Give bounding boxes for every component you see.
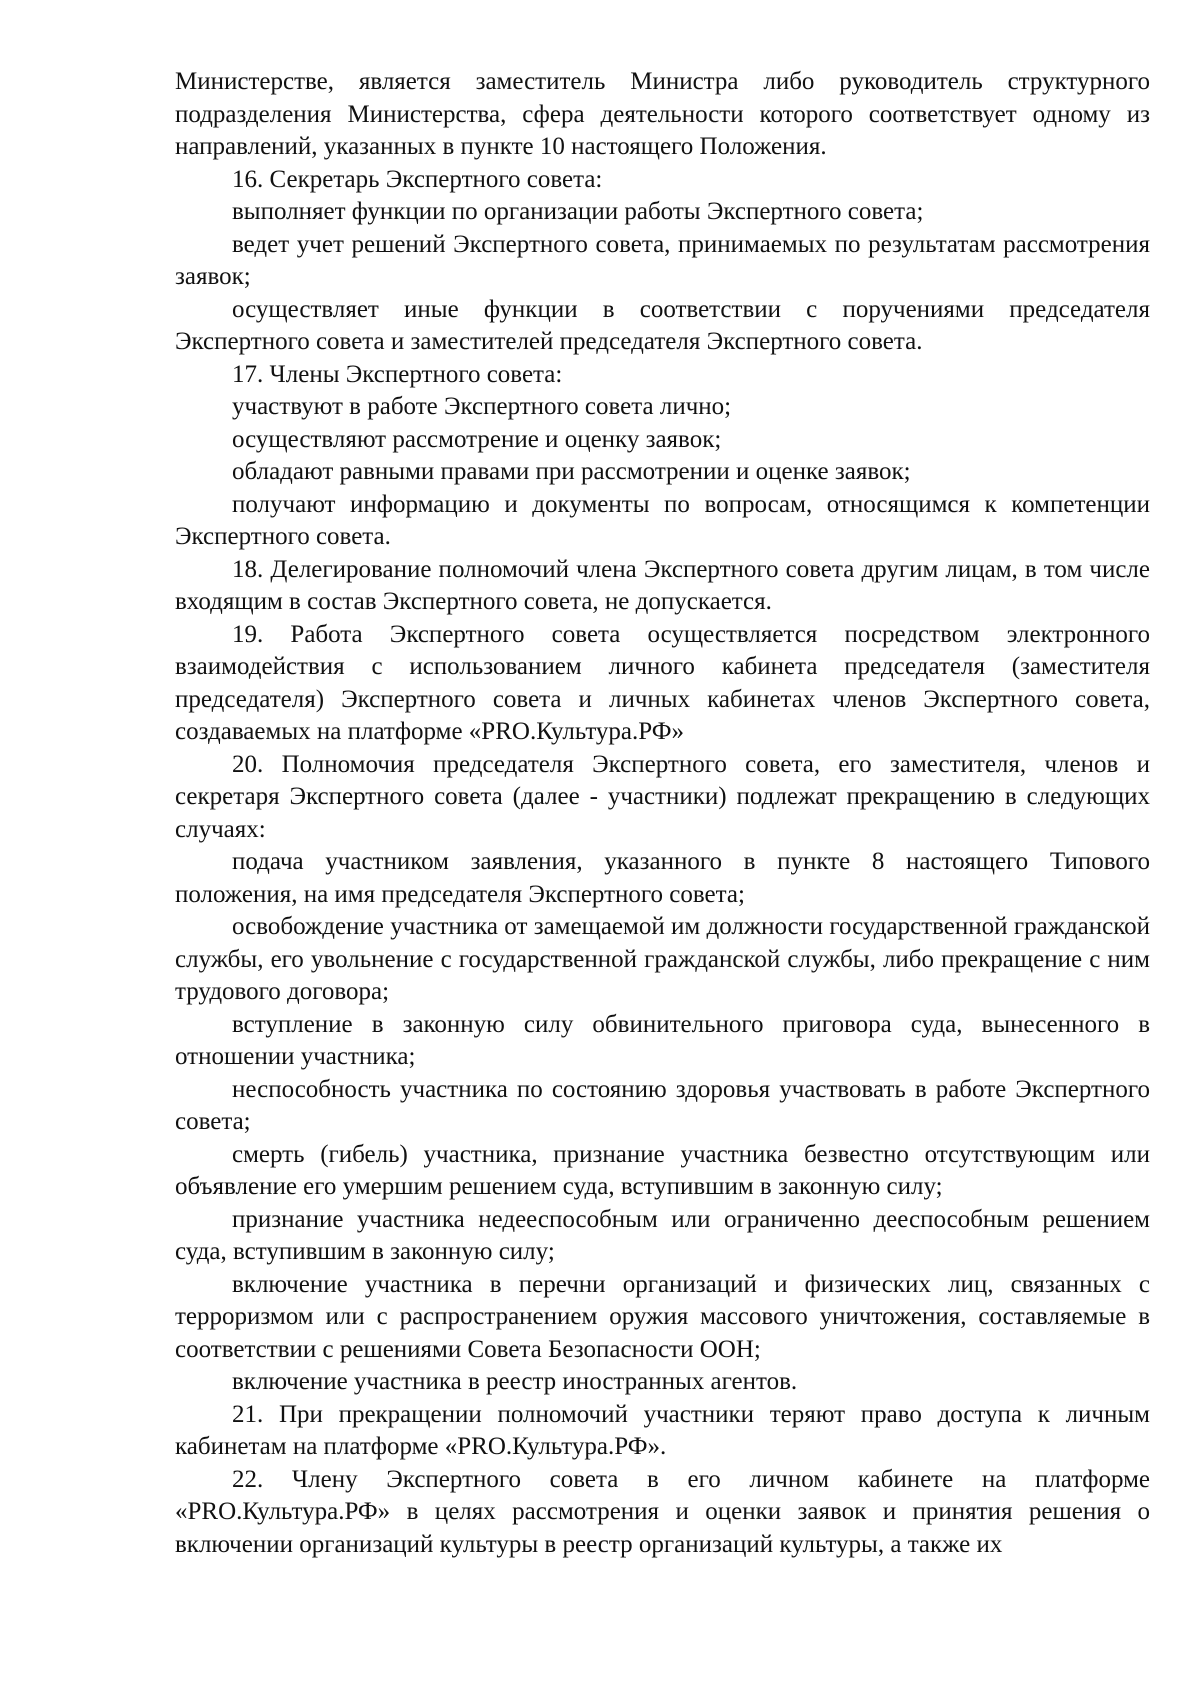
paragraph: обладают равными правами при рассмотрении и оценке заявок; [232,458,911,485]
paragraph: 16. Секретарь Экспертного совета: [232,165,603,193]
paragraph: 22. Члену Экспертного совета в его личном кабинете на платформе «PRO.Культура.РФ» в целях рассмотрения и оценки заявок и принятия решения о включении организаций культуры в реестр организаций культуры, а также их [175,1465,1150,1558]
paragraph: выполняет функции по организации работы Экспертного совета; [232,198,924,225]
paragraph: признание участника недееспособным или ограниченно дееспособным решением суда, вступившим в законную силу; [175,1205,1150,1265]
paragraph: участвуют в работе Экспертного совета лично; [232,393,732,420]
paragraph: включение участника в перечни организаций и физических лиц, связанных с терроризмом или с распространением оружия массового уничтожения, составляемые в соответствии с решениями Совета Безопасности ООН; [175,1270,1150,1363]
paragraph: 17. Члены Экспертного совета: [232,360,563,388]
paragraph: осуществляет иные функции в соответствии с поручениями председателя Экспертного совета и заместителей председателя Экспертного совета. [175,295,1150,355]
paragraph: подача участником заявления, указанного в пункте 8 настоящего Типового положения, на имя председателя Экспертного совета; [175,848,1150,908]
paragraph: 21. При прекращении полномочий участники теряют право доступа к личным кабинетам на платформе «PRO.Культура.РФ». [175,1400,1150,1460]
paragraph: неспособность участника по состоянию здоровья участвовать в работе Экспертного совета; [175,1075,1150,1135]
paragraph: освобождение участника от замещаемой им должности государственной гражданской службы, его увольнение с государственной гражданской службы, либо прекращение с ним трудового договора; [175,913,1150,1005]
paragraph: включение участника в реестр иностранных агентов. [232,1368,798,1395]
paragraph: Министерстве, является заместитель Министра либо руководитель структурного подразделения Министерства, сфера деятельности которого соответствует одному из направлений, указанных в пункте 10 настоящего Положения. [175,68,1150,160]
paragraph: смерть (гибель) участника, признание участника безвестно отсутствующим или объявление его умершим решением суда, вступившим в законную силу; [175,1140,1150,1200]
paragraph: 18. Делегирование полномочий члена Экспертного совета другим лицам, в том числе входящим в состав Экспертного совета, не допускается. [175,555,1150,615]
paragraph: осуществляют рассмотрение и оценку заявок; [232,425,722,453]
paragraph: получают информацию и документы по вопросам, относящимся к компетенции Экспертного совета. [175,490,1150,550]
document-body [175,66,1150,1561]
paragraph: 20. Полномочия председателя Экспертного совета, его заместителя, членов и секретаря Экспертного совета (далее - участники) подлежат прекращению в следующих случаях: [175,750,1150,843]
paragraph: 19. Работа Экспертного совета осуществляется посредством электронного взаимодействия с использованием личного кабинета председателя (заместителя председателя) Экспертного совета и личных кабинетах членов Экспертного совета, создаваемых на платформе «PRO.Культура.РФ» [175,620,1150,745]
paragraph: ведет учет решений Экспертного совета, принимаемых по результатам рассмотрения заявок; [175,230,1150,290]
paragraph: вступление в законную силу обвинительного приговора суда, вынесенного в отношении участника; [175,1010,1150,1070]
